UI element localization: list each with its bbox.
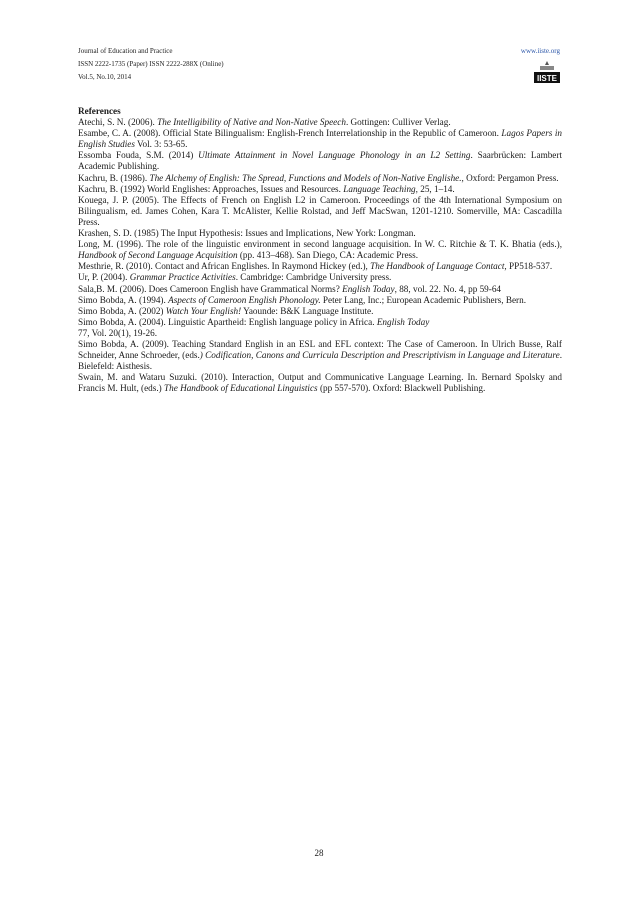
reference-italic-part: Watch Your English! <box>165 305 242 316</box>
reference-italic-part: English Today <box>376 316 430 327</box>
reference-pre-text: Mesthrie, R. (2010). Contact and African Englishes. In Raymond Hickey (ed.), <box>78 261 371 272</box>
reference-italic-part: Aspects of Cameroon English Phonology. <box>168 294 321 305</box>
reference-pre-text: 77, Vol. 20(1), 19-26. <box>78 327 158 338</box>
reference-post-text: , 88, vol. 22. No. 4, pp 59-64 <box>394 283 502 294</box>
reference-post-text: . Gottingen: Culliver Verlag. <box>345 117 451 128</box>
reference-entry <box>78 328 562 339</box>
references-section <box>78 106 562 394</box>
reference-entry <box>78 173 562 184</box>
reference-pre-text: Kachru, B. (1992) World Englishes: Approaches, Issues and Resources. <box>78 183 344 194</box>
volume-line: Vol.5, No.10, 2014 <box>78 73 132 81</box>
page-number: 28 <box>314 848 324 858</box>
reference-entry <box>78 317 562 328</box>
reference-post-text: . Cambridge: Cambridge University press. <box>235 272 392 283</box>
iiste-logo <box>532 60 562 86</box>
iiste-logo-icon <box>532 60 562 86</box>
reference-pre-text: Long, M. (1996). The role of the linguistic environment in second language acquisition. In W. C. Ritchie & T. K. Bhatia (eds.), <box>78 239 562 250</box>
reference-entry <box>78 128 562 150</box>
reference-italic-part: The Handbook of Educational Linguistics <box>164 383 318 394</box>
reference-italic-part: The Intelligibility of Native and Non-Native Speech <box>157 117 346 128</box>
reference-pre-text: Esambe, C. A. (2008). Official State Bilingualism: English-French Interrelationship in the Republic of Cameroon. <box>78 128 502 139</box>
reference-italic-part: Lagos Papers in English Studies <box>78 128 562 150</box>
reference-post-text: Yaounde: B&K Language Institute. <box>241 305 374 316</box>
logo-text: IISTE <box>536 74 558 83</box>
reference-pre-text: Simo Bobda, A. (2004). Linguistic Apartheid: English language policy in Africa. <box>78 316 377 327</box>
reference-entry <box>78 272 562 283</box>
reference-pre-text: Swain, M. and Wataru Suzuki. (2010). Interaction, Output and Communicative Language Learning. In. Bernard Spolsky and Francis M. Hult, (eds.) <box>78 372 562 394</box>
reference-entry <box>78 184 562 195</box>
reference-post-text: (pp 557-570). Oxford: Blackwell Publishing. <box>317 383 486 394</box>
reference-entry <box>78 228 562 239</box>
reference-italic-part: Language Teaching, <box>343 183 418 194</box>
reference-entry <box>78 150 562 172</box>
reference-entry <box>78 284 562 295</box>
reference-italic-part: Grammar Practice Activities <box>129 272 236 283</box>
reference-italic-part: The Handbook of Language Contact, <box>370 261 507 272</box>
website-link[interactable]: www.iiste.org <box>520 47 560 55</box>
reference-entry <box>78 239 562 261</box>
reference-italic-part: ) Codification, Canons and Curricula Description and Prescriptivism in Language and Literature <box>199 350 560 361</box>
journal-title: Journal of Education and Practice <box>78 47 173 55</box>
reference-entry <box>78 195 562 228</box>
reference-post-text: . Bielefeld: Aisthesis. <box>78 350 562 372</box>
reference-entry <box>78 117 562 128</box>
reference-post-text: 25, 1–14. <box>417 183 455 194</box>
issn-line: ISSN 2222-1735 (Paper) ISSN 2222-288X (Online) <box>78 60 224 68</box>
reference-post-text: . Saarbrücken: Lambert Academic Publishing. <box>78 150 562 172</box>
reference-italic-part: The Alchemy of English: The Spread, Functions and Models of Non-Native Englishe. <box>149 172 462 183</box>
reference-entry <box>78 339 562 372</box>
reference-italic-part: Handbook of Second Language Acquisition <box>78 250 238 261</box>
reference-post-text: (pp. 413–468). San Diego, CA: Academic Press. <box>237 250 418 261</box>
references-heading: References <box>78 106 121 116</box>
reference-pre-text: Kouega, J. P. (2005). The Effects of French on English L2 in Cameroon. Proceedings of the 4th International Symposium on Bilingualism, ed. James Cohen, Kara T. McAlister, Kellie Rolstad, and Jeff MacSwan, 1201-1210. Somerville, MA: Cascadilla Press. <box>78 194 562 227</box>
reference-pre-text: Simo Bobda, A. (2002) <box>78 305 166 316</box>
reference-entry <box>78 372 562 394</box>
reference-post-text: Peter Lang, Inc.; European Academic Publishers, Bern. <box>320 294 527 305</box>
reference-pre-text: Atechi, S. N. (2006). <box>78 117 158 128</box>
reference-pre-text: Sala,B. M. (2006). Does Cameroon English have Grammatical Norms? <box>78 283 343 294</box>
reference-italic-part: English Today <box>342 283 395 294</box>
reference-pre-text: Ur, P. (2004). <box>78 272 130 283</box>
reference-post-text: Vol. 3: 53-65. <box>134 139 188 150</box>
reference-post-text: PP518-537. <box>506 261 553 272</box>
references-list <box>78 117 562 394</box>
reference-pre-text: Simo Bobda, A. (1994). <box>78 294 169 305</box>
reference-entry <box>78 295 562 306</box>
reference-pre-text: Krashen, S. D. (1985) The Input Hypothesis: Issues and Implications, New York: Longman. <box>78 228 416 239</box>
reference-pre-text: Kachru, B. (1986). <box>78 172 150 183</box>
reference-italic-part: Ultimate Attainment in Novel Language Phonology in an L2 Setting <box>198 150 471 161</box>
reference-entry <box>78 306 562 317</box>
reference-pre-text: Essomba Fouda, S.M. (2014) <box>78 150 199 161</box>
reference-pre-text: Simo Bobda, A. (2009). Teaching Standard English in an ESL and EFL context: The Case of Cameroon. In Ulrich Busse, Ralf Schneider, Anne Schroeder, (eds. <box>78 338 562 361</box>
reference-entry <box>78 261 562 272</box>
reference-post-text: , Oxford: Pergamon Press. <box>461 172 559 183</box>
